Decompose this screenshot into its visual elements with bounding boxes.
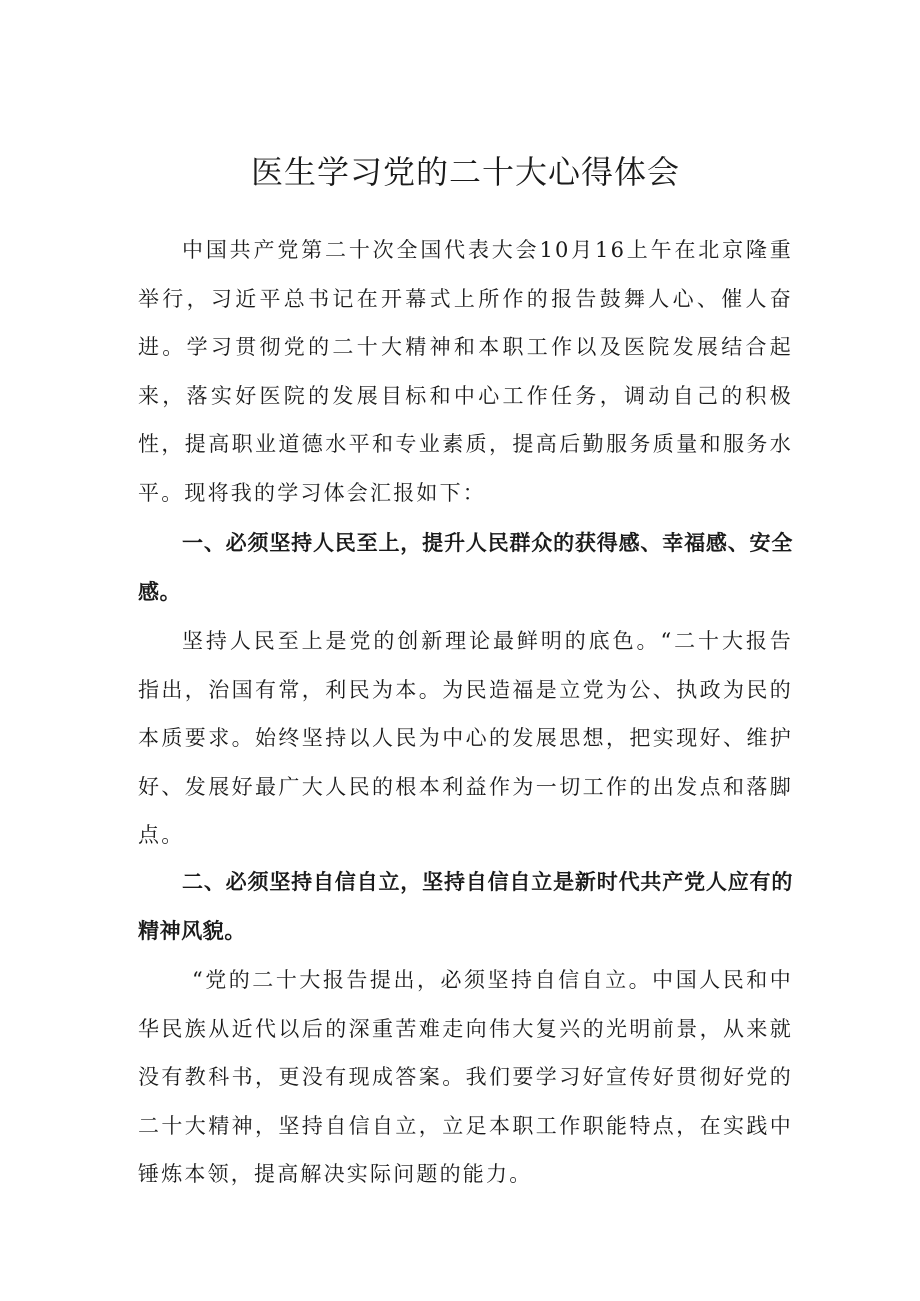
page-title: 医生学习党的二十大心得体会 (250, 153, 680, 191)
section-heading-1: 一、必须坚持人民至上，提升人民群众的获得感、幸福感、安全感。 (138, 531, 793, 604)
body-paragraph-2: 坚持人民至上是党的创新理论最鲜明的底色。“二十大报告指出，治国有常，利民为本。为民造福是立党为公、执政为民的本质要求。始终坚持以人民为中心的发展思想，把实现好、维护好、发展好最广大人民的根本利益作为一切工作的出发点和落脚点。 (138, 629, 793, 847)
section-heading-2: 二、必须坚持自信自立，坚持自信自立是新时代共产党人应有的精神风貌。 (138, 870, 793, 943)
body-paragraph-1: 中国共产党第二十次全国代表大会10月16上午在北京隆重举行，习近平总书记在开幕式上所作的报告鼓舞人心、催人奋进。学习贯彻党的二十大精神和本职工作以及医院发展结合起来，落实好医院的发展目标和中心工作任务，调动自己的积极性，提高职业道德水平和专业素质，提高后勤服务质量和服务水平。现将我的学习体会汇报如下： (138, 238, 793, 505)
body-paragraph-3: “党的二十大报告提出，必须坚持自信自立。中国人民和中华民族从近代以后的深重苦难走向伟大复兴的光明前景，从来就没有教科书，更没有现成答案。我们要学习好宣传好贯彻好党的二十大精神，坚持自信自立，立足本职工作职能特点，在实践中锤炼本领，提高解决实际问题的能力。 (138, 968, 793, 1186)
